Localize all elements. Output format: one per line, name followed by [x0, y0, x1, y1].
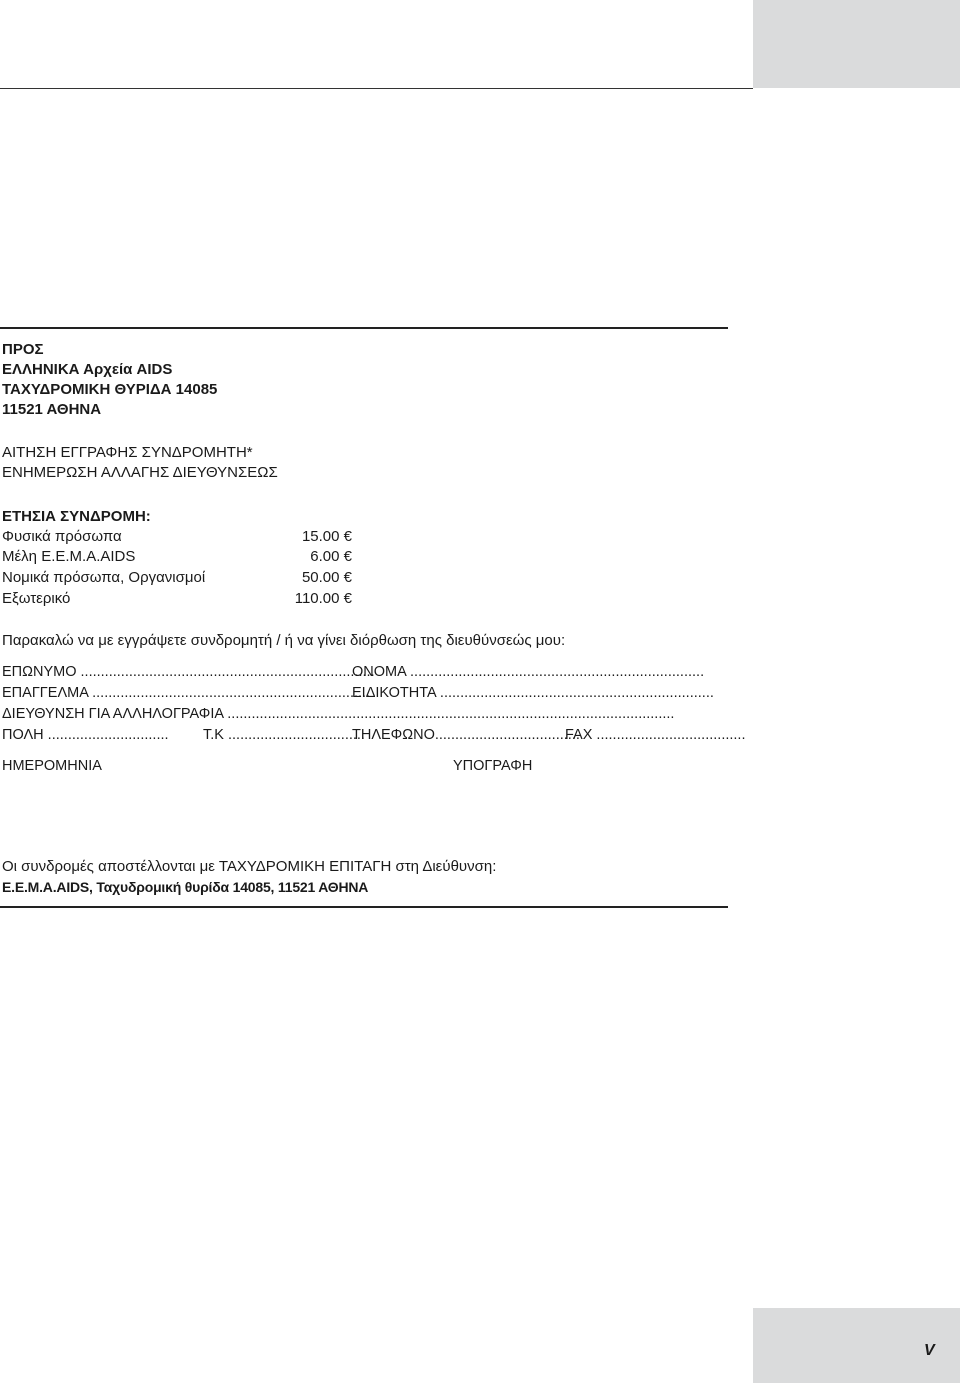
request-line-1: ΑΙΤΗΣΗ ΕΓΓΡΑΦΗΣ ΣΥΝΔΡΟΜΗΤΗ*: [2, 444, 253, 461]
section-rule-top: [0, 327, 728, 329]
price-label: Φυσικά πρόσωπα: [2, 528, 122, 545]
postcode-field[interactable]: Τ.Κ ..................................: [203, 727, 365, 743]
fax-field[interactable]: FAX .....................................: [565, 727, 746, 743]
signature-label: ΥΠΟΓΡΑΦΗ: [453, 758, 533, 774]
address-city: 11521 ΑΘΗΝΑ: [2, 401, 102, 418]
instruction-text: Παρακαλώ να με εγγράψετε συνδρομητή / ή να γίνει διόρθωση της διευθύνσεώς μου:: [2, 632, 566, 649]
price-label: Νομικά πρόσωπα, Οργανισμοί: [2, 569, 206, 586]
top-corner-block: [753, 0, 960, 88]
address-po-box: ΤΑΧΥΔΡΟΜΙΚΗ ΘΥΡΙΔΑ 14085: [2, 381, 218, 398]
profession-field[interactable]: ΕΠΑΓΓΕΛΜΑ .....................................................................: [2, 685, 371, 701]
top-rule: [0, 88, 753, 89]
surname-field[interactable]: ΕΠΩΝΥΜΟ .........................................................................: [2, 664, 375, 680]
price-value: 110.00 €: [294, 590, 352, 607]
footer-address: Ε.Ε.Μ.Α.AIDS, Ταχυδρομική θυρίδα 14085, 11521 ΑΘΗΝΑ: [2, 879, 369, 895]
request-line-2: ΕΝΗΜΕΡΩΣΗ ΑΛΛΑΓΗΣ ΔΙΕΥΘΥΝΣΕΩΣ: [2, 464, 278, 481]
page-number: V: [924, 1342, 935, 1359]
specialty-field[interactable]: ΕΙΔΙΚΟΤΗΤΑ ....................................................................: [352, 685, 714, 701]
date-label: ΗΜΕΡΟΜΗΝΙΑ: [2, 758, 102, 774]
phone-field[interactable]: ΤΗΛΕΦΩΝΟ....................................: [352, 727, 580, 743]
price-label: Εξωτερικό: [2, 590, 71, 607]
name-field[interactable]: ΟΝΟΜΑ .........................................................................: [352, 664, 705, 680]
price-value: 6.00 €: [310, 548, 352, 565]
price-value: 15.00 €: [301, 528, 352, 545]
price-value: 50.00 €: [301, 569, 352, 586]
price-label: Μέλη Ε.Ε.Μ.Α.AIDS: [2, 548, 136, 565]
subscription-heading: ΕΤΗΣΙΑ ΣΥΝΔΡΟΜΗ:: [2, 508, 151, 525]
address-to: ΠΡΟΣ: [2, 341, 44, 358]
city-field[interactable]: ΠΟΛΗ ..............................: [2, 727, 169, 743]
footer-note: Οι συνδρομές αποστέλλονται με ΤΑΧΥΔΡΟΜΙΚΗ ΕΠΙΤΑΓΗ στη Διεύθυνση:: [2, 858, 497, 875]
address-field[interactable]: ΔΙΕΥΘΥΝΣΗ ΓΙΑ ΑΛΛΗΛΟΓΡΑΦΙΑ ...............................................................................................................: [2, 706, 675, 722]
section-rule-bottom: [0, 906, 728, 908]
address-name: ΕΛΛΗΝΙΚΑ Αρχεία AIDS: [2, 361, 173, 378]
